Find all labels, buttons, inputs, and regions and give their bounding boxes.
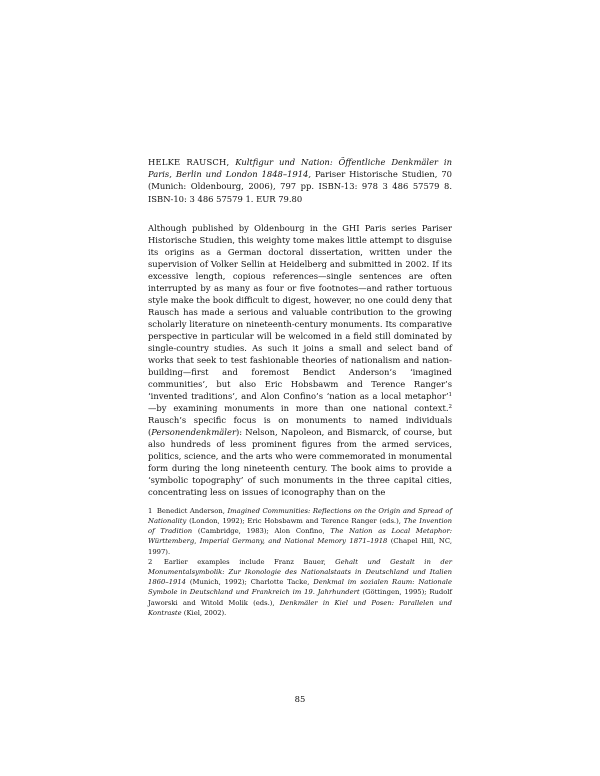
footnote-text: Earlier examples include Franz Bauer, bbox=[163, 557, 336, 566]
review-heading bbox=[148, 156, 452, 205]
review-body-paragraph bbox=[148, 222, 452, 498]
body-italic-term: Personendenkmäler bbox=[151, 426, 236, 437]
footnote-ref-1[interactable]: 1 bbox=[448, 391, 452, 398]
footnote-italic: Imagined Communities: Reflections on the Origin and Spread of Nationality bbox=[148, 506, 452, 526]
footnote-italic: The Nation as Local Metaphor: Württemberg, Imperial Germany, and National Memory 1871–1918 bbox=[148, 527, 452, 546]
footnote-number: 2 bbox=[148, 557, 153, 566]
publication-details: Pariser Historische Studien, 70 (Munich: Oldenbourg, 2006), 797 pp. ISBN-13: 978 3 486 57579 8. ISBN-10: 3 486 57579 1. EUR 79.80 bbox=[148, 169, 452, 204]
body-text-part-2: —by examining monuments in more than one national context. bbox=[148, 402, 449, 413]
review-author: HELKE RAUSCH, bbox=[148, 157, 230, 167]
footnote-text: (Cambridge, 1983); Alon Confino, bbox=[192, 527, 331, 536]
footnote-italic: The Invention of Tradition bbox=[148, 517, 452, 536]
review-page bbox=[148, 156, 452, 618]
footnote-1 bbox=[148, 506, 452, 557]
footnote-text: (Munich, 1992); Charlotte Tacke, bbox=[186, 578, 314, 587]
footnote-2 bbox=[148, 557, 452, 618]
body-text-part-1: Although published by Oldenbourg in the GHI Paris series Pariser Historische Studien, this weighty tome makes little attempt to disguise its origins as a German doctoral dissertation, written under the supervision of Volker Sellin at Heidelberg and submitted in 2002. If its excessive length, copious references—single sentences are often interrupted by as many as four or five footnotes—and rather tortuous style make the book difficult to digest, however, no one could deny that Rausch has made a serious and valuable contribution to the growing scholarly literature on nineteenth-century monuments. Its comparative perspective in particular will be welcomed in a field still dominated by single-country studies. As such it joins a small and select band of works that seek to test fashionable theories of nationalism and nation-building—first and foremost Bendict Anderson’s ‘imagined communities’, but also Eric Hobsbawm and Terence Ranger’s ‘invented traditions’, and Alon Confino’s ‘nation as a local metaphor’ bbox=[148, 222, 452, 401]
footnote-italic: Denkmal im sozialen Raum: Nationale Symbole in Deutschland und Frankreich im 19. Jahrhundert bbox=[148, 578, 452, 597]
footnote-text: (Chapel Hill, NC, 1997). bbox=[148, 537, 452, 556]
footnote-italic: Gehalt und Gestalt in der Monumentalsymbolik: Zur Ikonologie des Nationalstaats in Deutschland und Italien 1860–1914 bbox=[148, 557, 452, 587]
footnote-text: (Göttingen, 1995); Rudolf Jaworski and Witold Molik (eds.), bbox=[148, 588, 452, 607]
body-text-part-3: Rausch’s specific focus is on monuments to named individuals ( bbox=[148, 414, 452, 437]
footnote-italic: Denkmäler in Kiel und Posen: Parallelen und Kontraste bbox=[148, 598, 452, 617]
footnote-text: (Kiel, 2002). bbox=[181, 608, 227, 617]
page-number: 85 bbox=[294, 694, 306, 704]
footnotes-section bbox=[148, 506, 452, 618]
footnote-text: (London, 1992); Eric Hobsbawm and Terence Ranger (eds.), bbox=[186, 517, 404, 526]
footnote-text: Benedict Anderson, bbox=[156, 506, 228, 515]
book-title: Kultfigur und Nation: Öffentliche Denkmäler in Paris, Berlin und London 1848–1914, bbox=[148, 157, 452, 180]
footnote-ref-2[interactable]: 2 bbox=[448, 403, 452, 410]
footnote-number: 1 bbox=[148, 506, 153, 515]
body-text-part-4: ): Nelson, Napoleon, and Bismarck, of course, but also hundreds of less prominent figures from the armed services, politics, science, and the arts who were commemorated in monumental form during the long nineteenth century. The book aims to provide a ‘symbolic topography’ of such monuments in the three capital cities, concentrating less on issues of iconography than on the bbox=[148, 426, 452, 497]
